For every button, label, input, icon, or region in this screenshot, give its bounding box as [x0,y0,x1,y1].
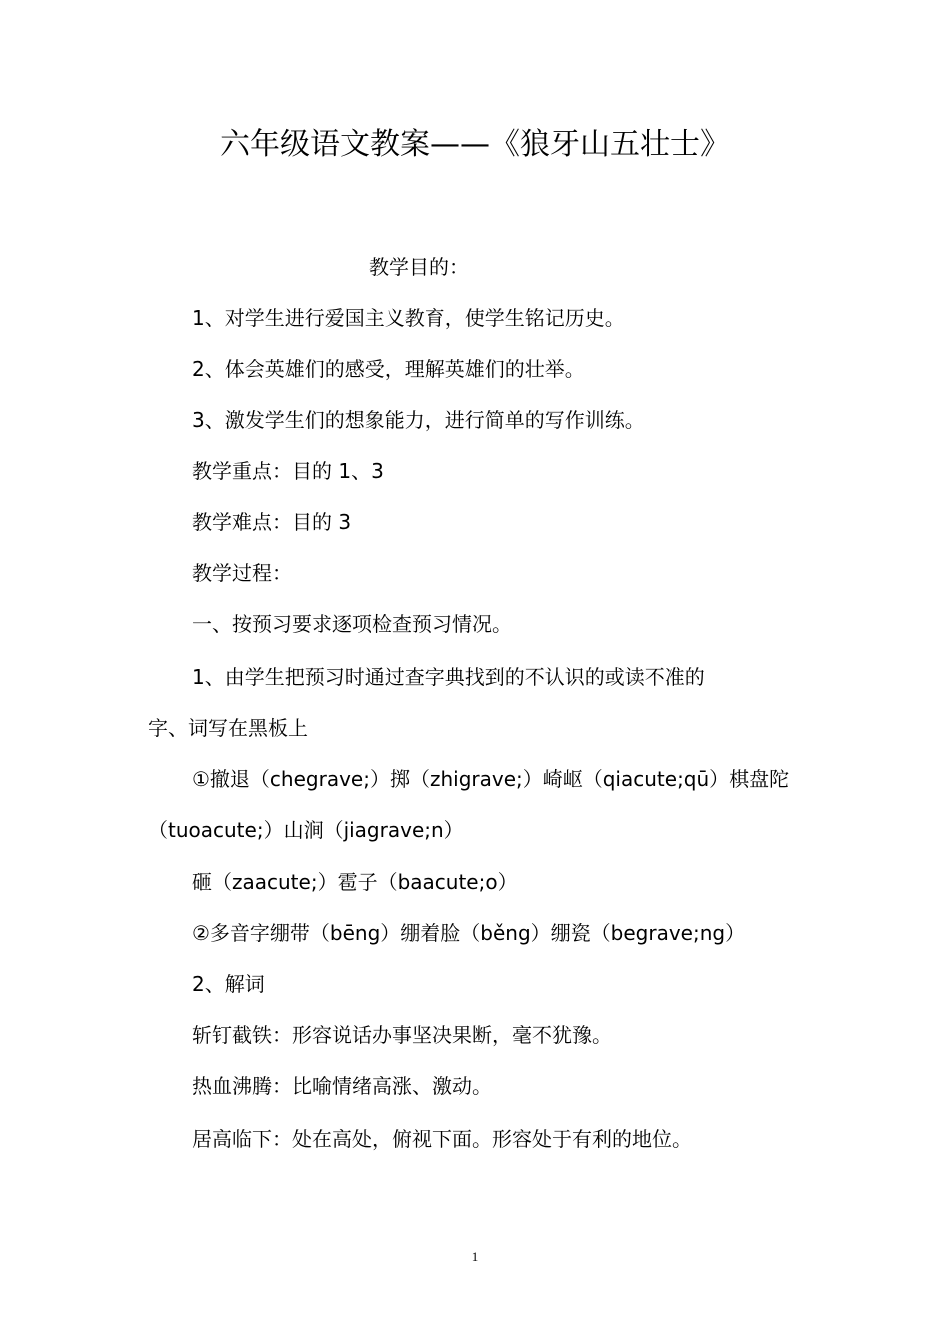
vocabulary-item: 斩钉截铁：形容说话办事坚决果断，毫不犹豫。 [192,1023,612,1047]
objective-item-2: 2、体会英雄们的感受，理解英雄们的壮举。 [192,357,585,381]
section-heading-process: 教学过程： [192,561,292,585]
vocabulary-item: 热血沸腾：比喻情绪高涨、激动。 [192,1074,492,1098]
vocabulary-item: 居高临下：处在高处，俯视下面。形容处于有利的地位。 [192,1127,692,1151]
pinyin-line: （tuoacute;）山涧（jiagrave;n） [148,818,464,842]
vocabulary-heading: 2、解词 [192,972,265,996]
key-points-line: 教学重点：目的 1、3 [192,459,384,483]
document-title: 六年级语文教案——《狼牙山五壮士》 [220,127,730,162]
objective-item-3: 3、激发学生们的想象能力，进行简单的写作训练。 [192,408,645,432]
objective-item-1: 1、对学生进行爱国主义教育，使学生铭记历史。 [192,306,625,330]
polyphonic-line: ②多音字绷带（bēng）绷着脸（běng）绷瓷（begrave;ng） [192,921,746,945]
pinyin-line: 砸（zaacute;）雹子（baacute;o） [192,870,518,894]
paragraph-line: 1、由学生把预习时通过查字典找到的不认识的或读不准的 [192,665,705,689]
page-number: 1 [471,1249,479,1264]
paragraph-line: 字、词写在黑板上 [148,716,308,740]
difficult-points-line: 教学难点：目的 3 [192,510,352,534]
process-step-1-heading: 一、按预习要求逐项检查预习情况。 [192,612,512,636]
section-heading-objectives: 教学目的： [369,255,469,279]
pinyin-line: ①撤退（chegrave;）掷（zhigrave;）崎岖（qiacute;qū）棋盘陀 [192,767,790,791]
